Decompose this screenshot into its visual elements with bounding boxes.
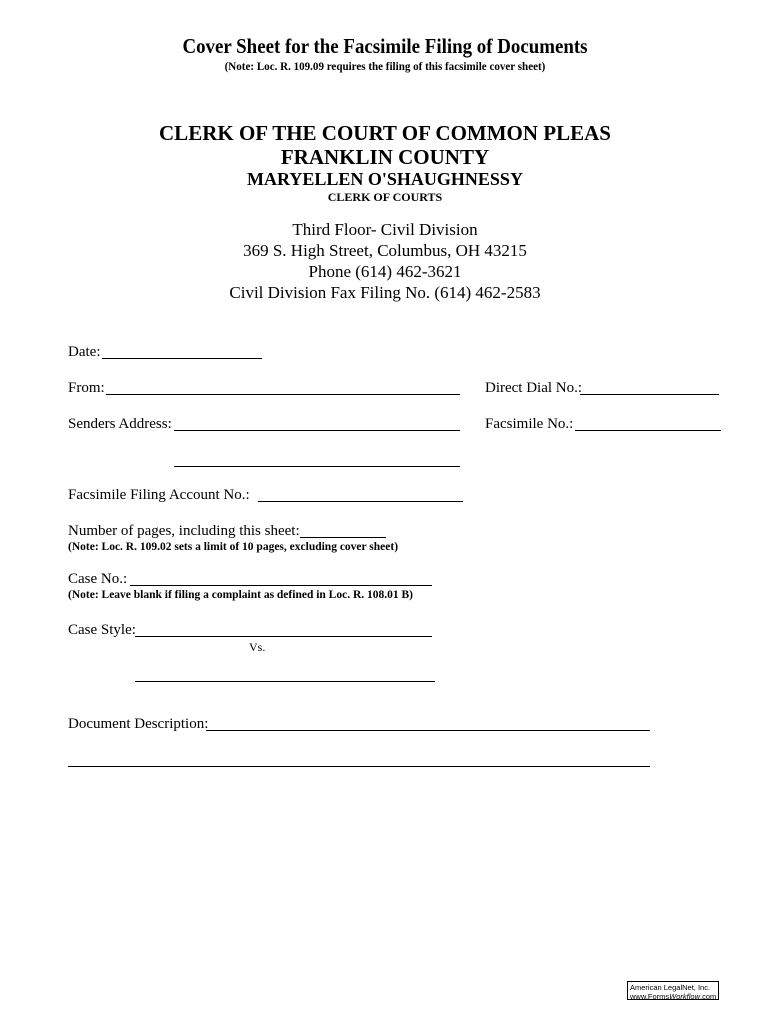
- form-note: (Note: Loc. R. 109.09 requires the filing of this facsimile cover sheet): [224, 59, 546, 73]
- facsimile-no-field[interactable]: [575, 430, 721, 431]
- stamp-url-italic: Workflow: [669, 992, 701, 1001]
- senders-address-field-2[interactable]: [174, 466, 460, 467]
- case-no-field[interactable]: [130, 585, 432, 586]
- case-no-note: (Note: Leave blank if filing a complaint as defined in Loc. R. 108.01 B): [68, 589, 414, 601]
- fax-filing-line: Civil Division Fax Filing No. (614) 462-2583: [229, 283, 541, 302]
- stamp-url-prefix: www.Forms: [630, 992, 670, 1001]
- stamp-line-1: American LegalNet, Inc.: [630, 983, 711, 992]
- date-label: Date:: [68, 344, 101, 360]
- facsimile-no-label: Facsimile No.:: [485, 416, 574, 432]
- publisher-stamp: [627, 981, 719, 1000]
- account-label: Facsimile Filing Account No.:: [68, 487, 250, 503]
- case-style-defendant-field[interactable]: [135, 681, 435, 682]
- senders-address-field[interactable]: [174, 430, 460, 431]
- document-description-field[interactable]: [206, 730, 650, 731]
- address-line-1: Third Floor- Civil Division: [292, 220, 478, 239]
- document-description-label: Document Description:: [68, 716, 209, 732]
- pages-label: Number of pages, including this sheet:: [68, 523, 300, 539]
- court-name: CLERK OF THE COURT OF COMMON PLEAS: [159, 121, 611, 145]
- document-description-field-2[interactable]: [68, 766, 650, 767]
- direct-dial-label: Direct Dial No.:: [485, 380, 583, 396]
- phone-line: Phone (614) 462-3621: [308, 262, 462, 281]
- vs-label: Vs.: [249, 640, 266, 654]
- clerk-title: CLERK OF COURTS: [327, 190, 443, 204]
- date-field[interactable]: [102, 358, 262, 359]
- address-line-2: 369 S. High Street, Columbus, OH 43215: [243, 241, 527, 260]
- clerk-name: MARYELLEN O'SHAUGHNESSY: [247, 169, 523, 189]
- case-style-label: Case Style:: [68, 622, 136, 638]
- case-no-label: Case No.:: [68, 571, 128, 587]
- stamp-line-2: [630, 992, 716, 1001]
- account-field[interactable]: [258, 501, 463, 502]
- pages-note: (Note: Loc. R. 109.02 sets a limit of 10 pages, excluding cover sheet): [68, 541, 399, 553]
- stamp-url-suffix: .com: [700, 992, 717, 1001]
- from-label: From:: [68, 380, 105, 396]
- case-style-field[interactable]: [135, 636, 432, 637]
- from-field[interactable]: [106, 394, 460, 395]
- pages-field[interactable]: [300, 537, 386, 538]
- form-title: Cover Sheet for the Facsimile Filing of Documents: [182, 34, 588, 58]
- direct-dial-field[interactable]: [580, 394, 719, 395]
- senders-address-label: Senders Address:: [68, 416, 172, 432]
- county-name: FRANKLIN COUNTY: [280, 145, 490, 169]
